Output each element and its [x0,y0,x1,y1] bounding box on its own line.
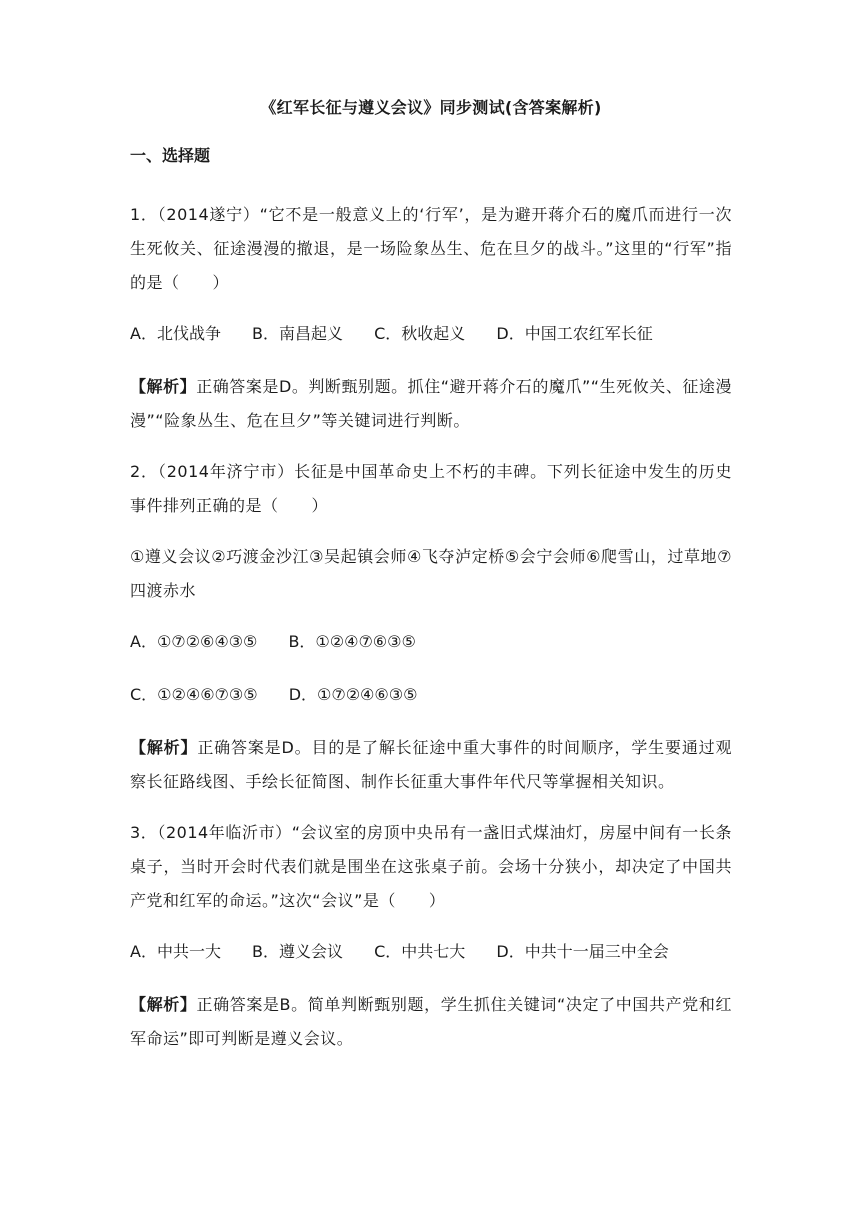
section-heading: 一、选择题 [130,146,211,165]
question-2-option-a: A．①⑦②⑥④③⑤ [130,632,258,651]
question-2-number: 2． [130,462,158,481]
question-1-option-d: D．中国工农红军长征 [496,324,653,343]
question-2-analysis [130,731,732,799]
question-2-option-b: B．①②④⑦⑥③⑤ [288,632,416,651]
question-1-options [130,317,732,351]
question-3-option-a: A．中共一大 [130,942,221,961]
question-2-stem [130,455,732,523]
question-3-analysis [130,988,732,1056]
question-2-text: （2014年济宁市）长征是中国革命史上不朽的丰碑。下列长征途中发生的历史事件排列正确的是（ ） [130,462,732,515]
document-title: 《红军长征与遵义会议》同步测试(含答案解析) [260,98,602,117]
analysis-tag: 【解析】 [130,377,197,396]
question-1-analysis-text: 正确答案是D。判断甄别题。抓住“避开蒋介石的魔爪”“生死攸关、征途漫漫”“险象丛生、危在旦夕”等关键词进行判断。 [130,377,732,430]
question-1-text: （2014遂宁）“它不是一般意义上的‘行军’，是为避开蒋介石的魔爪而进行一次生死攸关、征途漫漫的撤退，是一场险象丛生、危在旦夕的战斗。”这里的“行军”指的是（ ） [130,205,732,292]
question-1-analysis [130,370,732,438]
document-page [130,96,732,1073]
question-2-options-row-1 [130,625,732,659]
question-3-option-d: D．中共十一届三中全会 [496,942,669,961]
analysis-tag: 【解析】 [130,738,198,757]
question-3-analysis-text: 正确答案是B。简单判断甄别题，学生抓住关键词“决定了中国共产党和红军命运”即可判断是遵义会议。 [130,995,732,1048]
question-1-option-b: B．南昌起义 [252,324,344,343]
analysis-tag: 【解析】 [130,995,197,1014]
question-2-events: ①遵义会议②巧渡金沙江③吴起镇会师④飞夺泸定桥⑤会宁会师⑥爬雪山，过草地⑦四渡赤水 [130,547,732,600]
question-1-stem [130,198,732,300]
question-3-number: 3． [130,823,158,842]
question-3-option-b: B．遵义会议 [252,942,344,961]
question-2-option-c: C．①②④⑥⑦③⑤ [130,685,258,704]
question-2-analysis-text: 正确答案是D。目的是了解长征途中重大事件的时间顺序，学生要通过观察长征路线图、手绘长征简图、制作长征重大事件年代尺等掌握相关知识。 [130,738,732,791]
question-1-option-c: C．秋收起义 [374,324,466,343]
question-2-options-row-2 [130,678,732,712]
question-1-number: 1． [130,205,158,224]
question-1-option-a: A．北伐战争 [130,324,221,343]
question-3-option-c: C．中共七大 [374,942,466,961]
question-3-text: （2014年临沂市）“会议室的房顶中央吊有一盏旧式煤油灯，房屋中间有一长条桌子，当时开会时代表们就是围坐在这张桌子前。会场十分狭小，却决定了中国共产党和红军的命运。”这次“会议”是（ ） [130,823,732,910]
question-2-option-d: D．①⑦②④⑥③⑤ [288,685,418,704]
question-3-stem [130,816,732,918]
question-3-options [130,935,732,969]
